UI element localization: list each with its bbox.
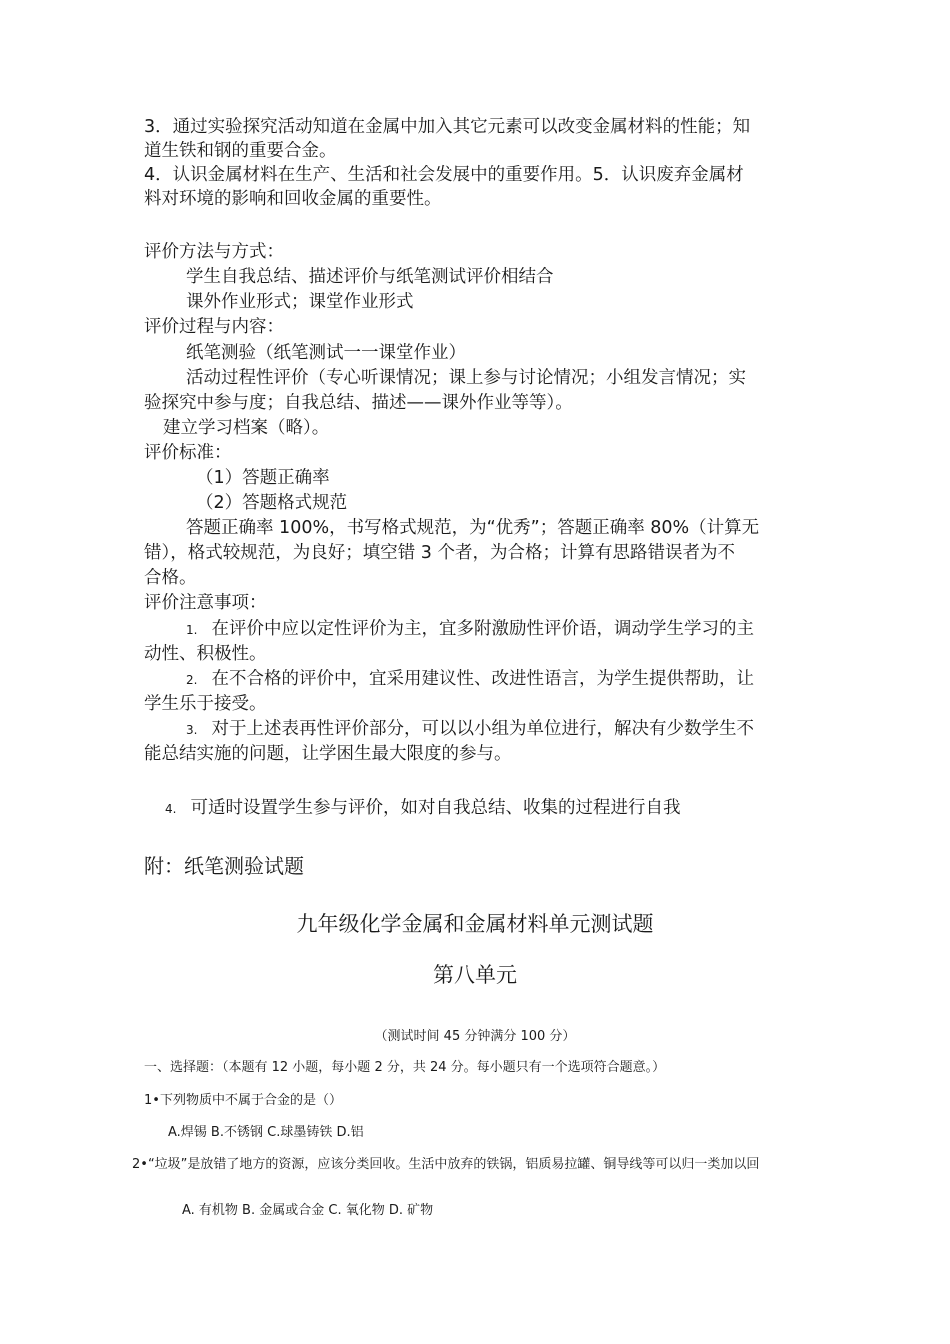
method-line-1: 学生自我总结、描述评价与纸笔测试评价相结合 — [186, 267, 554, 287]
standard-heading: 评价标准： — [144, 443, 232, 463]
note-2-line-b: 学生乐于接受。 — [144, 694, 267, 714]
note-1-text: 在评价中应以定性评价为主，宜多附激励性评价语，调动学生学习的主 — [211, 619, 754, 639]
method-line-2: 课外作业形式；课堂作业形式 — [186, 292, 414, 312]
section-1-heading: 一、选择题：（本题有 12 小题，每小题 2 分，共 24 分。每小题只有一个选项符合题意。） — [144, 1060, 666, 1075]
notes-heading: 评价注意事项： — [144, 593, 267, 613]
process-line-3: 建立学习档案（略）。 — [163, 418, 330, 438]
appendix-heading: 附：纸笔测验试题 — [144, 854, 304, 878]
question-2-options: A. 有机物 B. 金属或合金 C. 氧化物 D. 矿物 — [182, 1203, 434, 1218]
note-3-line-a — [186, 718, 754, 741]
process-line-2b: 验探究中参与度；自我总结、描述——课外作业等等）。 — [144, 393, 573, 413]
exam-title: 九年级化学金属和金属材料单元测试题 — [296, 912, 654, 936]
process-line-1: 纸笔测验（纸笔测试一一课堂作业） — [186, 343, 466, 363]
question-2: 2•“垃圾”是放错了地方的资源，应该分类回收。生活中放弃的铁锅，铝质易拉罐、铜导线等可以归一类加以回 — [132, 1157, 760, 1172]
note-1-line-b: 动性、积极性。 — [144, 644, 267, 664]
standard-item-1: （1）答题正确率 — [196, 468, 330, 488]
objective-3-line-1: 3．通过实验探究活动知道在金属中加入其它元素可以改变金属材料的性能；知 — [144, 117, 751, 137]
objective-4-line-2: 料对环境的影响和回收金属的重要性。 — [144, 189, 442, 209]
note-3-text: 对于上述表再性评价部分，可以以小组为单位进行，解决有少数学生不 — [211, 719, 754, 739]
exam-unit: 第八单元 — [433, 963, 517, 987]
note-3-line-b: 能总结实施的问题，让学困生最大限度的参与。 — [144, 744, 512, 764]
standard-desc-a: 答题正确率 100%，书写格式规范，为“优秀”；答题正确率 80%（计算无 — [186, 518, 760, 538]
note-4-text: 可适时设置学生参与评价，如对自我总结、收集的过程进行自我 — [190, 798, 681, 818]
standard-desc-c: 合格。 — [144, 568, 197, 588]
note-2-line-a — [186, 668, 754, 691]
standard-item-2: （2）答题格式规范 — [196, 493, 348, 513]
question-1: 1•下列物质中不属于合金的是（） — [144, 1093, 342, 1108]
process-heading: 评价过程与内容： — [144, 317, 284, 337]
note-4-line-a — [165, 797, 680, 820]
process-line-2a: 活动过程性评价（专心听课情况；课上参与讨论情况；小组发言情况；实 — [186, 368, 746, 388]
method-heading: 评价方法与方式： — [144, 242, 284, 262]
note-1-number: 1. — [186, 623, 198, 637]
note-3-number: 3. — [186, 723, 198, 737]
exam-meta: （测试时间 45 分钟满分 100 分） — [374, 1029, 576, 1044]
note-2-text: 在不合格的评价中，宜采用建议性、改进性语言，为学生提供帮助，让 — [211, 669, 754, 689]
standard-desc-b: 错），格式较规范，为良好；填空错 3 个者，为合格；计算有思路错误者为不 — [144, 543, 736, 563]
objective-3-line-2: 道生铁和钢的重要合金。 — [144, 141, 337, 161]
note-1-line-a — [186, 618, 754, 641]
note-4-number: 4. — [165, 802, 177, 816]
question-1-options: A.焊锡 B.不锈钢 C.球墨铸铁 D.铝 — [168, 1125, 364, 1140]
objective-4-line-1: 4．认识金属材料在生产、生活和社会发展中的重要作用。5．认识废弃金属材 — [144, 165, 744, 185]
note-2-number: 2. — [186, 673, 198, 687]
